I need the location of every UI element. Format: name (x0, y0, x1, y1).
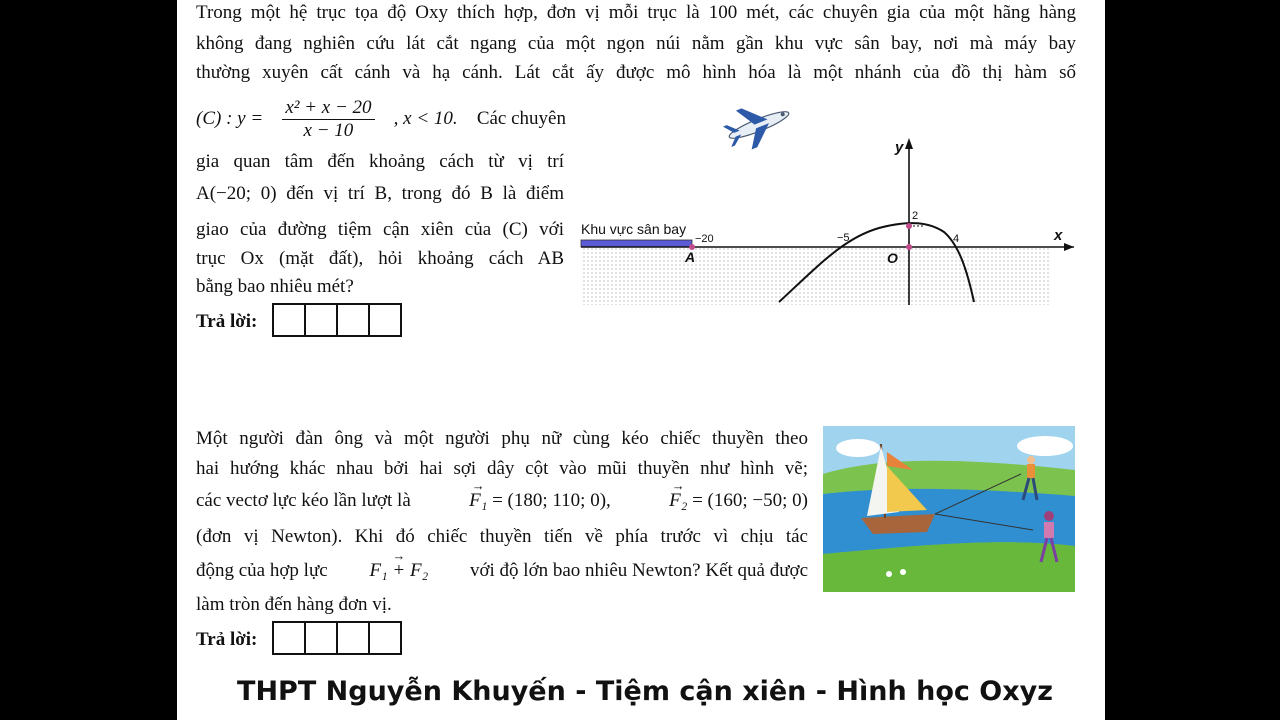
woman-head (1044, 511, 1054, 521)
q2-line5 (196, 554, 808, 588)
boat-illustration (823, 426, 1075, 592)
tick-4: 4 (953, 233, 960, 245)
function-denominator: x − 10 (303, 119, 354, 141)
cloud-left (836, 439, 880, 457)
q2-answer-box-4[interactable] (368, 621, 402, 655)
q1-line3: thường xuyên cất cánh và hạ cánh. Lát cắt ấy được mô hình hóa là một nhánh của đồ thị hàm số (196, 62, 1076, 83)
x-axis-arrow (1064, 243, 1074, 251)
footer-title: THPT Nguyễn Khuyến - Tiệm cận xiên - Hình học Oxyz (237, 676, 1053, 707)
tick-minus-5: −5 (837, 232, 850, 244)
function-tail: Các chuyên (476, 108, 566, 129)
f2-symbol: → F₂ (669, 484, 687, 518)
flower-2 (900, 569, 906, 575)
q2-line2: hai hướng khác nhau bởi hai sợi dây cột vào mũi thuyền như hình vẽ; (196, 458, 808, 479)
function-fraction (282, 97, 374, 142)
q1-answer-boxes (272, 303, 400, 337)
f1-value: = (180; 110; 0), (492, 490, 611, 511)
point-origin (906, 244, 912, 250)
woman-body (1044, 522, 1054, 538)
airport-strip (581, 240, 692, 247)
x-axis-label: x (1054, 227, 1063, 244)
worksheet-page (177, 0, 1105, 720)
q2-line3-text: các vectơ lực kéo lần lượt là (196, 490, 411, 511)
q1-line5: gia quan tâm đến khoảng cách từ vị trí (196, 151, 564, 172)
f2-value: = (160; −50; 0) (692, 490, 808, 511)
q1-line8: trục Ox (mặt đất), hỏi khoảng cách AB (196, 248, 564, 269)
q2-line1: Một người đàn ông và một người phụ nữ cùng kéo chiếc thuyền theo (196, 428, 808, 449)
q2-answer-box-3[interactable] (336, 621, 370, 655)
origin-label: O (887, 250, 898, 266)
ground-area (581, 247, 1051, 305)
flower-1 (886, 571, 892, 577)
q1-answer-box-2[interactable] (304, 303, 338, 337)
q1-line9: bằng bao nhiêu mét? (196, 276, 354, 297)
tick-2: 2 (912, 210, 919, 222)
point-a-label: A (685, 249, 696, 265)
y-axis-label: y (895, 139, 904, 156)
q2-line3 (196, 484, 808, 518)
force-f2 (669, 484, 808, 518)
q1-line7: giao của đường tiệm cận xiên của (C) với (196, 219, 564, 240)
airplane-icon (719, 100, 796, 156)
f1-symbol: → F₁ (469, 484, 487, 518)
q2-line6: làm tròn đến hàng đơn vị. (196, 594, 392, 615)
q1-function-line (196, 92, 566, 146)
cloud-right (1017, 436, 1073, 456)
q2-answer-box-2[interactable] (304, 621, 338, 655)
q1-answer-box-3[interactable] (336, 303, 370, 337)
q2-line4: (đơn vị Newton). Khi đó chiếc thuyền tiến về phía trước vì chịu tác (196, 526, 808, 547)
q2-answer-label: Trả lời: (196, 629, 258, 650)
q1-line6: A(−20; 0) đến vị trí B, trong đó B là điểm (196, 183, 564, 204)
mountain-graph-figure (579, 100, 1079, 305)
man-head (1027, 456, 1035, 464)
q1-answer-box-1[interactable] (272, 303, 306, 337)
function-condition: , x < 10. (393, 108, 458, 129)
q2-line5-text-a: động của hợp lực (196, 560, 328, 581)
force-f1 (469, 484, 611, 518)
q1-answer-box-4[interactable] (368, 303, 402, 337)
function-numerator: x² + x − 20 (282, 97, 374, 120)
q1-line2: không đang nghiên cứu lát cắt ngang của một ngọn núi nằm gần khu vực sân bay, nơi mà máy bay (196, 33, 1076, 54)
q1-answer-label: Trả lời: (196, 311, 258, 332)
man-body (1027, 464, 1035, 478)
q2-line5-text-b: với độ lớn bao nhiêu Newton? Kết quả được (469, 560, 808, 581)
point-y-intercept (906, 223, 912, 229)
q2-answer-box-1[interactable] (272, 621, 306, 655)
tick-minus-20: −20 (695, 233, 714, 245)
resultant-force: → F₁ + F₂ (369, 554, 428, 588)
q1-line1: Trong một hệ trục tọa độ Oxy thích hợp, đơn vị mỗi trục là 100 mét, các chuyên gia của một hãng hàng (196, 2, 1076, 23)
q2-answer-boxes (272, 621, 400, 655)
y-axis-arrow (905, 138, 913, 149)
function-prefix: (C) : y = (196, 108, 264, 129)
airport-label: Khu vực sân bay (581, 221, 687, 237)
